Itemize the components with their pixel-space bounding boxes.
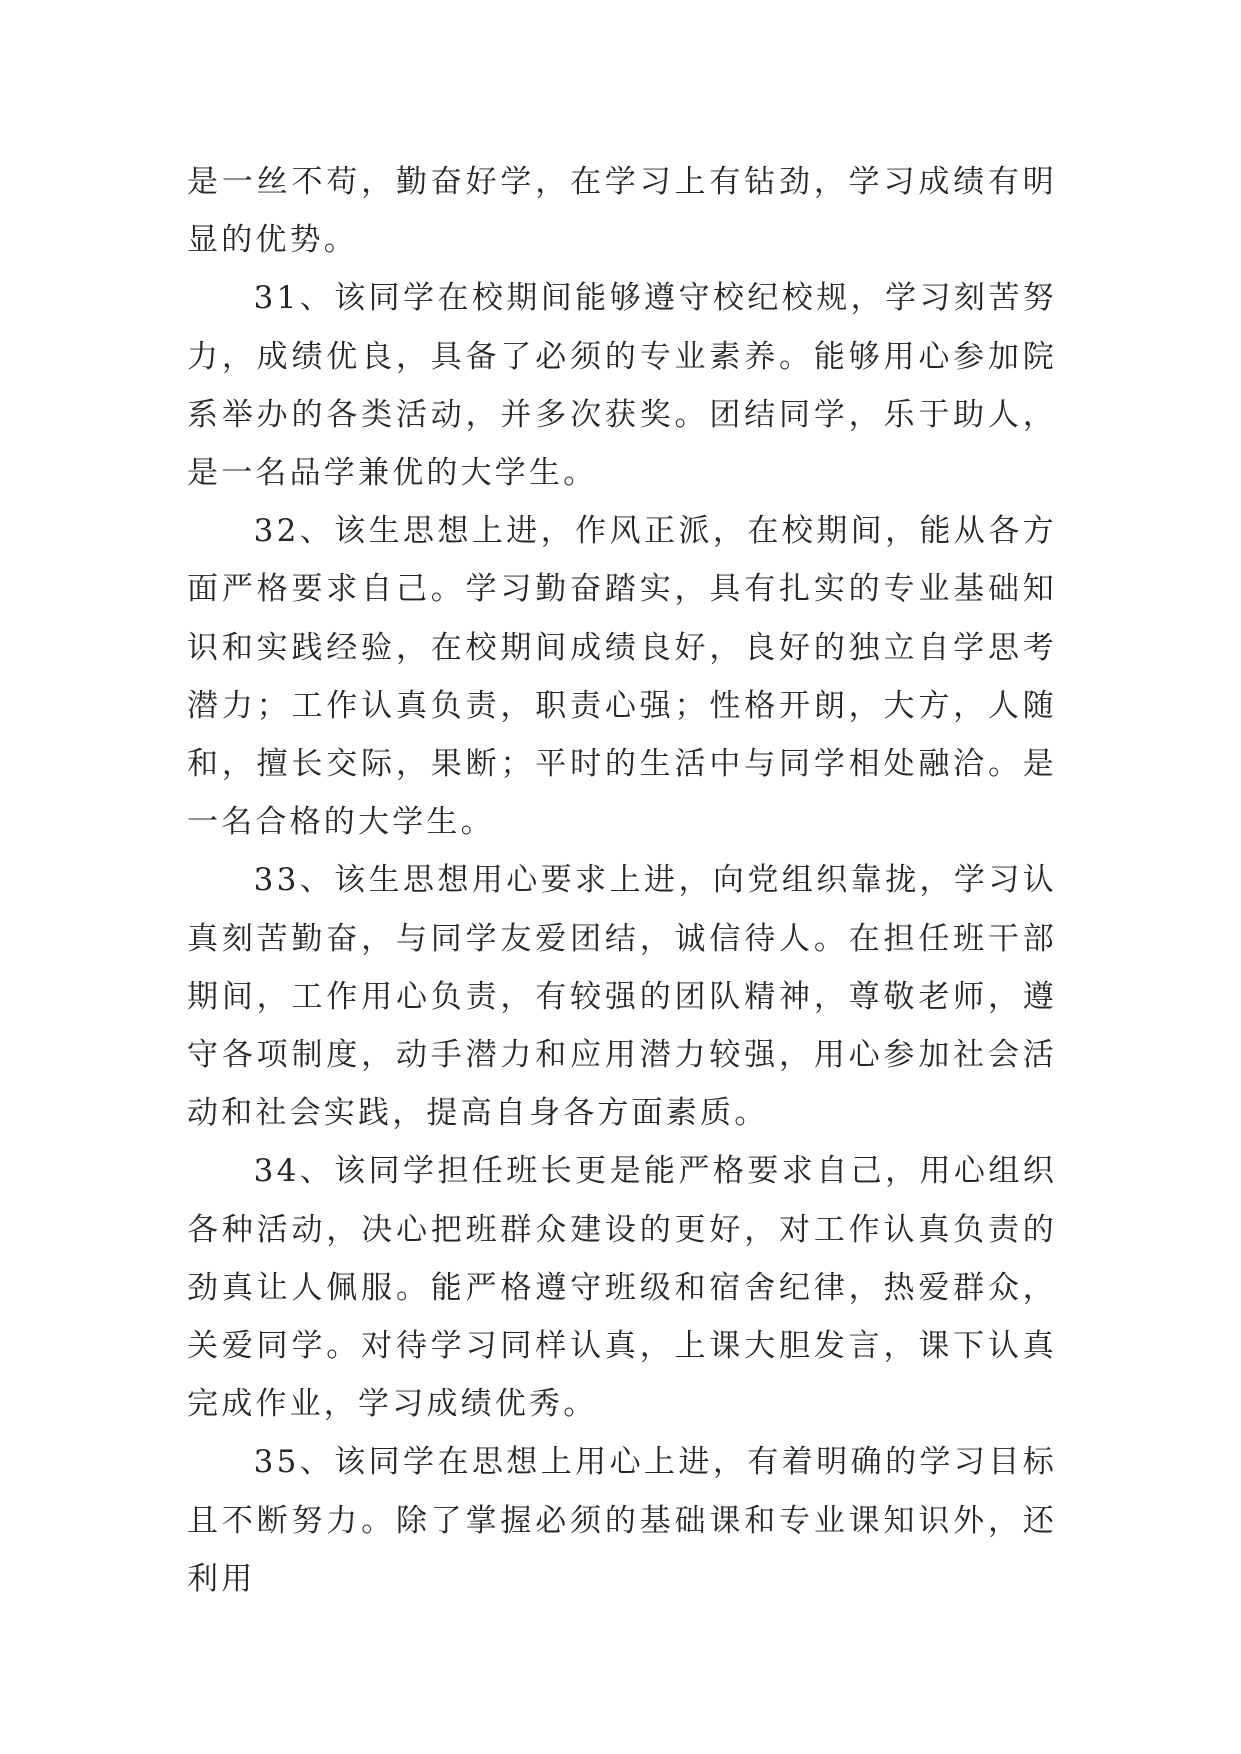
- paragraph-34: 34、该同学担任班长更是能严格要求自己，用心组织各种活动，决心把班群众建设的更好，对工作认真负责的劲真让人佩服。能严格遵守班级和宿舍纪律，热爱群众，关爱同学。对待学习同样认真，上课大胆发言，课下认真完成作业，学习成绩优秀。: [187, 1153, 1057, 1423]
- paragraph-35: 35、该同学在思想上用心上进，有着明确的学习目标且不断努力。除了掌握必须的基础课和专业课知识外，还利用: [187, 1444, 1057, 1597]
- paragraph-32: 32、该生思想上进，作风正派，在校期间，能从各方面严格要求自己。学习勤奋踏实，具有扎实的专业基础知识和实践经验，在校期间成绩良好，良好的独立自学思考潜力；工作认真负责，职责心强；性格开朗，大方，人随和，擅长交际，果断；平时的生活中与同学相处融洽。是一名合格的大学生。: [187, 513, 1057, 841]
- document-body: [187, 153, 1057, 1608]
- paragraph-33: 33、该生思想用心要求上进，向党组织靠拢，学习认真刻苦勤奋，与同学友爱团结，诚信待人。在担任班干部期间，工作用心负责，有较强的团队精神，尊敬老师，遵守各项制度，动手潜力和应用潜力较强，用心参加社会活动和社会实践，提高自身各方面素质。: [187, 862, 1057, 1132]
- paragraph-31: 31、该同学在校期间能够遵守校纪校规，学习刻苦努力，成绩优良，具备了必须的专业素养。能够用心参加院系举办的各类活动，并多次获奖。团结同学，乐于助人，是一名品学兼优的大学生。: [187, 280, 1057, 492]
- paragraph-continuation: 是一丝不苟，勤奋好学，在学习上有钻劲，学习成绩有明显的优势。: [187, 164, 1057, 259]
